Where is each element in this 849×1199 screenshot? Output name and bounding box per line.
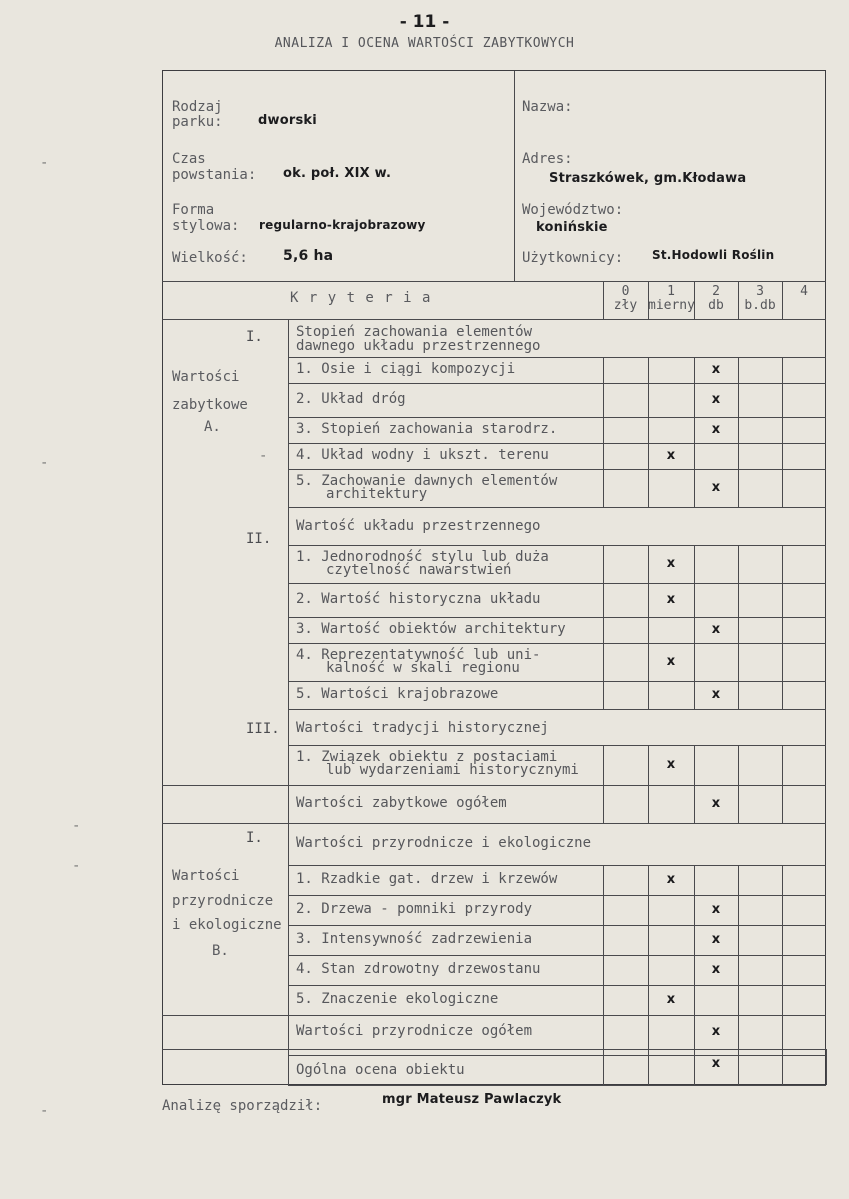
author-name: mgr Mateusz Pawlaczyk <box>382 1092 562 1107</box>
score-column-line <box>694 545 695 583</box>
total-label: Wartości zabytkowe ogółem <box>296 795 507 811</box>
score-column-line <box>782 643 783 681</box>
score-mark: x <box>711 480 721 495</box>
score-column-line <box>738 545 739 583</box>
score-column-line <box>603 469 604 507</box>
score-column-line <box>603 1049 604 1085</box>
score-column-line <box>738 925 739 955</box>
score-column-line <box>648 443 649 469</box>
row-line <box>288 643 826 644</box>
score-mark: x <box>666 654 676 669</box>
score-column-line <box>648 281 649 319</box>
score-column-line <box>603 785 604 823</box>
adres-value: Straszkówek, gm.Kłodawa <box>549 171 747 186</box>
row-line <box>288 443 826 444</box>
score-mark: x <box>711 1024 721 1039</box>
score-column-line <box>648 925 649 955</box>
score-column-line <box>603 383 604 417</box>
score-column-line <box>782 281 783 319</box>
criteria-column-line <box>288 1055 289 1085</box>
row-line <box>288 583 826 584</box>
score-column-line <box>738 985 739 1015</box>
score-column-line <box>603 583 604 617</box>
row-line <box>288 925 826 926</box>
score-column-line <box>782 583 783 617</box>
section-b-label: Wartości <box>172 868 240 884</box>
score-column-line <box>694 955 695 985</box>
score-mark: x <box>711 622 721 637</box>
czas-label: Czas <box>172 151 206 167</box>
section-b-label-2: przyrodnicze <box>172 893 274 909</box>
rodzaj-label-2: parku: <box>172 114 223 130</box>
criterion-label: 5. Wartości krajobrazowe <box>296 686 499 702</box>
group-title: Wartości przyrodnicze i ekologiczne <box>296 835 592 851</box>
row-line <box>288 545 826 546</box>
score-column-line <box>782 545 783 583</box>
wielkosc-value: 5,6 ha <box>283 248 334 264</box>
score-column-line <box>648 1049 649 1085</box>
score-column-line <box>738 681 739 709</box>
row-line <box>288 785 826 786</box>
group-title: Wartość układu przestrzennego <box>296 518 541 534</box>
criterion-label: 4. Układ wodny i ukszt. terenu <box>296 447 549 463</box>
score-column-line <box>694 745 695 785</box>
group-roman-a2: II. <box>246 531 272 547</box>
row-line <box>288 357 826 358</box>
page-number: - 11 - <box>399 12 450 32</box>
criterion-label: 2. Wartość historyczna układu <box>296 591 541 607</box>
score-column-line <box>782 865 783 895</box>
document-title: ANALIZA I OCENA WARTOŚCI ZABYTKOWYCH <box>274 36 575 51</box>
score-column-line <box>648 955 649 985</box>
criterion-label: 5. Znaczenie ekologiczne <box>296 991 499 1007</box>
score-column-line <box>738 1049 739 1085</box>
margin-mark: - <box>40 155 49 171</box>
score-mark: x <box>711 902 721 917</box>
score-column-line <box>603 865 604 895</box>
czas-label-2: powstania: <box>172 167 257 183</box>
score-column-line <box>648 785 649 823</box>
score-column-line <box>738 443 739 469</box>
header-bottom-line <box>162 319 826 320</box>
score-number: 0 <box>621 284 630 299</box>
score-mark: x <box>666 556 676 571</box>
score-mark: x <box>666 592 676 607</box>
forma-label: Forma <box>172 202 215 218</box>
group-title: dawnego układu przestrzennego <box>296 338 541 354</box>
score-mark: x <box>711 687 721 702</box>
score-word: db <box>708 298 724 313</box>
score-mark: x <box>711 362 721 377</box>
score-column-line <box>738 281 739 319</box>
row-line <box>288 955 826 956</box>
score-column-line <box>648 357 649 383</box>
wielkosc-label: Wielkość: <box>172 250 248 266</box>
score-word: zły <box>613 298 638 313</box>
overall-label: Ogólna ocena obiektu <box>296 1062 465 1078</box>
criterion-label: 4. Stan zdrowotny drzewostanu <box>296 961 541 977</box>
score-column-line <box>694 643 695 681</box>
score-column-line <box>738 865 739 895</box>
score-column-line <box>738 895 739 925</box>
margin-mark: - <box>40 1103 49 1119</box>
score-column-line <box>782 785 783 823</box>
score-column-line <box>738 357 739 383</box>
section-a-label-2: zabytkowe <box>172 397 248 413</box>
criterion-label: lub wydarzeniami historycznymi <box>326 762 579 778</box>
section-b-label-3: i ekologiczne <box>172 917 282 933</box>
score-column-line <box>648 895 649 925</box>
table-top-line <box>162 281 826 282</box>
row-line <box>288 1055 826 1056</box>
score-column-line <box>826 1049 827 1085</box>
adres-label: Adres: <box>522 151 573 167</box>
score-column-line <box>738 383 739 417</box>
criterion-label: 1. Osie i ciągi kompozycji <box>296 361 516 377</box>
score-column-line <box>603 617 604 643</box>
row-line <box>288 1049 826 1050</box>
score-column-line <box>782 955 783 985</box>
score-column-line <box>738 643 739 681</box>
row-line <box>288 469 826 470</box>
score-column-line <box>648 985 649 1015</box>
score-column-line <box>648 545 649 583</box>
row-line <box>288 383 826 384</box>
score-mark: x <box>666 757 676 772</box>
czas-value: ok. poł. XIX w. <box>283 166 392 181</box>
criterion-label: 3. Intensywność zadrzewienia <box>296 931 533 947</box>
score-column-line <box>738 745 739 785</box>
criterion-label: 3. Wartość obiektów architektury <box>296 621 566 637</box>
section-b-letter: B. <box>212 943 229 959</box>
score-column-line <box>603 955 604 985</box>
wojewodztwo-label: Województwo: <box>522 202 624 218</box>
score-column-line <box>782 985 783 1015</box>
margin-mark: - <box>40 455 49 471</box>
score-column-line <box>782 469 783 507</box>
score-column-line <box>694 617 695 643</box>
row-line <box>288 985 826 986</box>
wojewodztwo-value: konińskie <box>536 220 608 235</box>
score-column-line <box>738 785 739 823</box>
row-line <box>288 745 826 746</box>
score-number: 4 <box>800 284 808 299</box>
score-column-line <box>694 281 695 319</box>
score-column-line <box>603 643 604 681</box>
score-column-line <box>694 1015 695 1049</box>
score-column-line <box>738 583 739 617</box>
score-column-line <box>782 357 783 383</box>
score-column-line <box>694 583 695 617</box>
score-column-line <box>694 443 695 469</box>
group-title: Wartości tradycji historycznej <box>296 720 549 736</box>
uzytkownicy-value: St.Hodowli Roślin <box>652 248 775 262</box>
nazwa-label: Nazwa: <box>522 99 573 115</box>
score-column-line <box>603 443 604 469</box>
score-word: b.db <box>744 298 776 313</box>
score-column-line <box>694 785 695 823</box>
criterion-label: 4. Reprezentatywność lub uni- <box>296 647 541 663</box>
score-column-line <box>648 681 649 709</box>
row-line <box>288 709 826 710</box>
section-a-label: Wartości <box>172 369 240 385</box>
score-mark: x <box>711 422 721 437</box>
row-line <box>288 617 826 618</box>
score-mark: x <box>711 392 721 407</box>
criterion-label: 2. Drzewa - pomniki przyrody <box>296 901 533 917</box>
score-column-line <box>782 417 783 443</box>
score-column-line <box>782 383 783 417</box>
score-column-line <box>694 469 695 507</box>
score-column-line <box>738 617 739 643</box>
criterion-label: 2. Układ dróg <box>296 391 406 407</box>
score-column-line <box>694 417 695 443</box>
section-a-letter: A. <box>204 419 221 435</box>
score-column-line <box>782 681 783 709</box>
score-number: 1 <box>667 284 675 299</box>
row-line <box>288 895 826 896</box>
margin-mark: - <box>72 858 81 874</box>
score-column-line <box>603 895 604 925</box>
score-column-line <box>603 681 604 709</box>
score-column-line <box>782 895 783 925</box>
score-mark: x <box>666 448 676 463</box>
criterion-label: 1. Związek obiektu z postaciami <box>296 749 558 765</box>
group-roman-b1: I. <box>246 830 263 846</box>
score-column-line <box>738 417 739 443</box>
score-mark: x <box>666 872 676 887</box>
kryteria-heading: K r y t e r i a <box>290 290 432 306</box>
score-column-line <box>603 1015 604 1049</box>
author-label: Analizę sporządził: <box>162 1098 323 1114</box>
score-column-line <box>694 985 695 1015</box>
score-column-line <box>603 985 604 1015</box>
score-column-line <box>648 383 649 417</box>
criterion-label: czytelność nawarstwień <box>326 562 512 578</box>
score-column-line <box>694 681 695 709</box>
criterion-label: 1. Rzadkie gat. drzew i krzewów <box>296 871 558 887</box>
row-line <box>288 681 826 682</box>
criterion-label: kalność w skali regionu <box>326 660 520 676</box>
score-mark: x <box>711 796 721 811</box>
group-title: Stopień zachowania elementów <box>296 324 533 340</box>
score-column-line <box>694 1049 695 1085</box>
score-mark: x <box>711 932 721 947</box>
score-column-line <box>738 469 739 507</box>
score-column-line <box>738 955 739 985</box>
score-column-line <box>648 745 649 785</box>
score-column-line <box>648 469 649 507</box>
margin-mark: - <box>259 448 268 464</box>
row-line <box>288 417 826 418</box>
score-column-line <box>782 617 783 643</box>
score-number: 3 <box>756 284 764 299</box>
score-mark: x <box>711 1056 721 1071</box>
score-column-line <box>694 895 695 925</box>
margin-mark: - <box>72 818 81 834</box>
score-column-line <box>694 357 695 383</box>
score-column-line <box>694 925 695 955</box>
score-column-line <box>648 643 649 681</box>
score-column-line <box>648 617 649 643</box>
score-column-line <box>648 583 649 617</box>
score-column-line <box>603 745 604 785</box>
row-line <box>288 865 826 866</box>
criterion-label: architektury <box>326 486 428 502</box>
forma-value: regularno-krajobrazowy <box>259 218 426 232</box>
criteria-column-line <box>288 319 289 1085</box>
row-line <box>288 507 826 508</box>
score-word: mierny <box>648 298 695 313</box>
score-column-line <box>694 383 695 417</box>
row-line <box>288 823 826 824</box>
row-line <box>288 1085 826 1086</box>
info-divider <box>514 71 515 281</box>
rodzaj-value: dworski <box>258 113 317 128</box>
criterion-label: 3. Stopień zachowania starodrz. <box>296 421 558 437</box>
criterion-label: 1. Jednorodność stylu lub duża <box>296 549 549 565</box>
row-line <box>288 1015 826 1016</box>
score-column-line <box>603 925 604 955</box>
uzytkownicy-label: Użytkownicy: <box>522 250 624 266</box>
score-column-line <box>603 545 604 583</box>
score-column-line <box>603 417 604 443</box>
score-column-line <box>648 865 649 895</box>
criterion-label: 5. Zachowanie dawnych elementów <box>296 473 558 489</box>
group-roman-a3: III. <box>246 721 280 737</box>
score-column-line <box>782 443 783 469</box>
score-column-line <box>738 1015 739 1049</box>
score-mark: x <box>666 992 676 1007</box>
score-column-line <box>782 745 783 785</box>
score-column-line <box>648 417 649 443</box>
score-mark: x <box>711 962 721 977</box>
score-column-line <box>603 357 604 383</box>
score-column-line <box>782 925 783 955</box>
score-column-line <box>782 1015 783 1049</box>
score-column-line <box>648 1015 649 1049</box>
rodzaj-label: Rodzaj <box>172 99 223 115</box>
score-column-line <box>782 1049 783 1085</box>
score-number: 2 <box>712 284 720 299</box>
total-label: Wartości przyrodnicze ogółem <box>296 1023 533 1039</box>
score-column-line <box>694 865 695 895</box>
forma-label-2: stylowa: <box>172 218 240 234</box>
group-roman-a1: I. <box>246 329 263 345</box>
